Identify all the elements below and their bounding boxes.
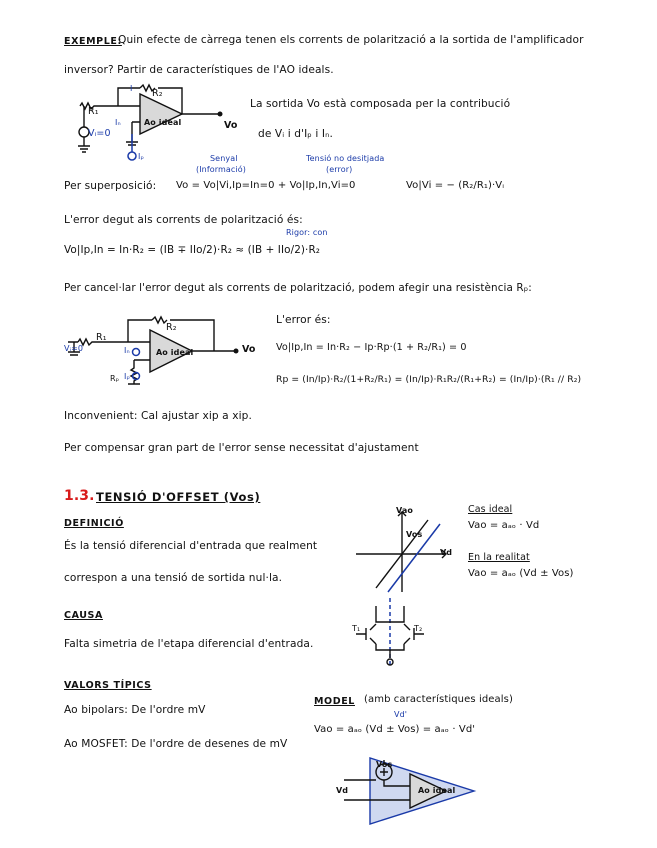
realitat-eq: Vao = aₐₒ (Vd ± Vos) xyxy=(468,568,574,579)
superposicio-eq-right: Vo|Vi = − (R₂/R₁)·Vᵢ xyxy=(406,180,505,191)
error1-text: L'error degut als corrents de polarització és: xyxy=(64,214,303,226)
model-vd-prime: Vd' xyxy=(394,710,408,719)
intro-line-2: inversor? Partir de característiques de l'AO ideals. xyxy=(64,64,334,76)
c2-vo: Vo xyxy=(242,344,256,355)
c2-rp: Rₚ xyxy=(110,374,120,383)
error1-note: Rigor: con xyxy=(286,228,328,237)
cas-ideal-label: Cas ideal xyxy=(468,504,513,515)
tensio-sub: (error) xyxy=(326,165,353,174)
valors-heading: VALORS TÍPICS xyxy=(64,680,152,691)
causa-heading: CAUSA xyxy=(64,610,103,621)
causa-text: Falta simetria de l'etapa diferencial d'entrada. xyxy=(64,638,314,650)
inconvenient-line-2: Per compensar gran part de l'error sense necessitat d'ajustament xyxy=(64,442,419,454)
c1-in: Iₙ xyxy=(115,118,121,127)
model-vos-label: Vos xyxy=(376,760,393,769)
superposicio-label: Per superposició: xyxy=(64,180,157,192)
superposicio-eq: Vo = Vo|Vi,Ip=In=0 + Vo|Ip,In,Vi=0 xyxy=(176,180,356,191)
definicio-line-1: És la tensió diferencial d'entrada que realment xyxy=(64,540,318,552)
c1-i-top: I xyxy=(130,84,133,93)
section-number: 1.3. xyxy=(64,488,95,504)
model-vd-label: Vd xyxy=(336,786,349,795)
definicio-heading: DEFINICIÓ xyxy=(64,518,124,529)
c2-in: Iₙ xyxy=(124,346,130,355)
valors-bipolars: Ao bipolars: De l'ordre mV xyxy=(64,704,206,716)
offset-model-diagram xyxy=(340,756,480,826)
c1-ao: Ao ideal xyxy=(144,118,182,127)
graph-vd-label: Vd xyxy=(440,548,453,557)
error2-eq1: Vo|Ip,In = In·R₂ − Ip·Rp·(1 + R₂/R₁) = 0 xyxy=(276,342,467,353)
cas-ideal-eq: Vao = aₐₒ · Vd xyxy=(468,520,540,531)
sortida-line-1: La sortida Vo està composada per la contribució xyxy=(250,98,511,110)
c2-ip: Iₚ xyxy=(124,372,130,381)
c1-r1: R₁ xyxy=(88,106,99,117)
definicio-line-2: correspon a una tensió de sortida nul·la. xyxy=(64,572,283,584)
c2-r1: R₁ xyxy=(96,332,107,343)
model-heading: MODEL xyxy=(314,696,355,707)
c1-r2: R₂ xyxy=(152,88,163,99)
model-eq: Vao = aₐₒ (Vd ± Vos) = aₐₒ · Vd' xyxy=(314,724,476,735)
error2-eq2: Rp = (In/Ip)·R₂/(1+R₂/R₁) = (In/Ip)·R₁R₂/(R₁+R₂) = (In/Ip)·(R₁ // R₂) xyxy=(276,374,582,385)
valors-mosfet: Ao MOSFET: De l'ordre de desenes de mV xyxy=(64,738,288,750)
error2-label: L'error és: xyxy=(276,314,331,326)
senyal-label: Senyal xyxy=(210,154,238,163)
sortida-line-2: de Vᵢ i d'Iₚ i Iₙ. xyxy=(258,128,333,140)
tensio-label: Tensió no desitjada xyxy=(306,154,385,163)
c2-ao: Ao ideal xyxy=(156,348,194,357)
section-title: TENSIÓ D'OFFSET (Vos) xyxy=(96,490,261,504)
model-ao-label: Ao ideal xyxy=(418,786,456,795)
c2-r2: R₂ xyxy=(166,322,177,333)
senyal-sub: (Informació) xyxy=(196,165,246,174)
c1-ip: Iₚ xyxy=(138,152,144,161)
c1-vo: Vo xyxy=(224,120,238,131)
model-sub: (amb característiques ideals) xyxy=(364,694,513,705)
cancel-text: Per cancel·lar l'error degut als corrents de polarització, podem afegir una resistència Rₚ: xyxy=(64,282,532,294)
graph-vos-label: Vos xyxy=(406,530,423,539)
example-label: EXEMPLE: xyxy=(64,36,122,47)
intro-line-1: Quin efecte de càrrega tenen els corrents de polarització a la sortida de l'amplificador xyxy=(118,34,584,46)
c1-vi: Vᵢ=0 xyxy=(88,128,111,139)
realitat-label: En la realitat xyxy=(468,552,530,563)
graph-vao-label: Vao xyxy=(396,506,413,515)
inconvenient-line-1: Inconvenient: Cal ajustar xip a xip. xyxy=(64,410,252,422)
c2-vi: Vᵢ=0 xyxy=(64,344,84,353)
causa-t1: T₁ xyxy=(352,624,361,633)
error1-eq: Vo|Ip,In = In·R₂ = (IB ∓ IIo/2)·R₂ ≈ (IB + IIo/2)·R₂ xyxy=(64,244,321,256)
causa-t2: T₂ xyxy=(414,624,423,633)
